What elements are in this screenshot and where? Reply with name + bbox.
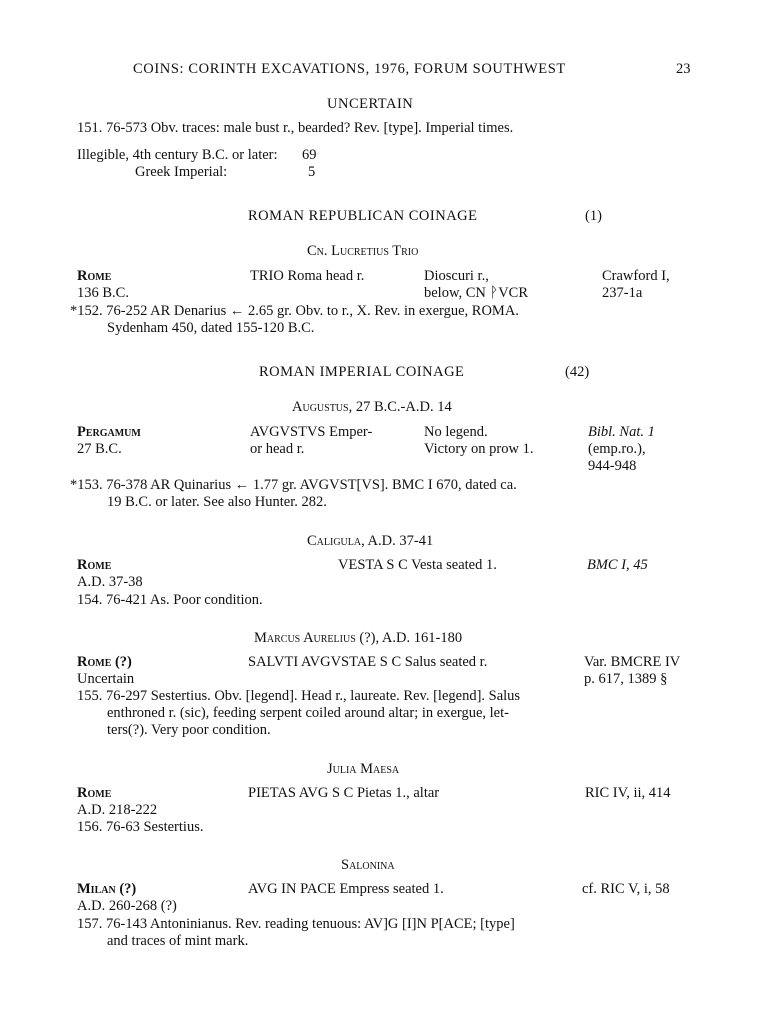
ruler-heading-salonina: Salonina [341,857,395,873]
page-number: 23 [676,61,691,77]
reference-line-1: Bibl. Nat. 1 [588,424,655,440]
entry-153-line-2: 19 B.C. or later. See also Hunter. 282. [107,494,327,510]
reverse-line-1: No legend. [424,424,488,440]
date: 27 B.C. [77,441,122,457]
reverse-line-1: Dioscuri r., [424,268,489,284]
reverse-line-2: Victory on prow 1. [424,441,534,457]
entry-154: 154. 76-421 As. Poor condition. [77,592,263,608]
reference: cf. RIC V, i, 58 [582,881,670,897]
mint-pergamum: Pergamum [77,424,141,440]
entry-155-line-3: ters(?). Very poor condition. [107,722,271,738]
ruler-heading-caligula: Caligula, A.D. 37-41 [307,533,434,549]
greek-imperial-count: 5 [308,164,316,180]
ruler-heading-marcus-aurelius: Marcus Aurelius (?), A.D. 161-180 [254,630,463,646]
entry-155-line-2: enthroned r. (sic), feeding serpent coiled around altar; in exergue, let- [107,705,509,721]
reverse: PIETAS AVG S C Pietas 1., altar [248,785,440,801]
mint-rome: Rome [77,268,112,284]
republican-count: (1) [585,208,602,224]
ruler-heading-augustus: Augustus, 27 B.C.-A.D. 14 [292,399,452,415]
ruler-heading-lucretius: Cn. Lucretius Trio [307,243,419,259]
reference-line-1: Crawford I, [602,268,670,284]
reference-line-1: Var. BMCRE IV [584,654,681,670]
running-title: COINS: CORINTH EXCAVATIONS, 1976, FORUM SOUTHWEST [133,61,566,77]
ruler-heading-julia-maesa: Julia Maesa [327,761,400,777]
entry-153-line-1: *153. 76-378 AR Quinarius ← 1.77 gr. AVGVST[VS]. BMC I 670, dated ca. [70,477,517,493]
illegible-count: 69 [302,147,317,163]
reverse: AVG IN PACE Empress seated 1. [248,881,444,897]
reference-line-2: (emp.ro.), [588,441,646,457]
date: A.D. 260-268 (?) [77,898,177,914]
entry-152-line-1: *152. 76-252 AR Denarius ← 2.65 gr. Obv. to r., X. Rev. in exergue, ROMA. [70,303,519,319]
section-heading-uncertain: UNCERTAIN [327,96,414,112]
mint-rome: Rome (?) [77,654,132,670]
entry-152-line-2: Sydenham 450, dated 155-120 B.C. [107,320,315,336]
imperial-count: (42) [565,364,590,380]
illegible-label: Illegible, 4th century B.C. or later: [77,147,278,163]
reverse: SALVTI AVGVSTAE S C Salus seated r. [248,654,488,670]
obverse-line-2: or head r. [250,441,305,457]
entry-156: 156. 76-63 Sestertius. [77,819,204,835]
reference-line-3: 944-948 [588,458,637,474]
entry-157-line-2: and traces of mint mark. [107,933,249,949]
section-heading-republican: ROMAN REPUBLICAN COINAGE [248,208,478,224]
obverse-line-1: AVGVSTVS Emper- [250,424,373,440]
reference: RIC IV, ii, 414 [585,785,671,801]
reference: BMC I, 45 [587,557,648,573]
section-heading-imperial: ROMAN IMPERIAL COINAGE [259,364,465,380]
mint-milan: Milan (?) [77,881,137,897]
date: A.D. 37-38 [77,574,143,590]
reference-line-2: 237-1a [602,285,643,301]
obverse: TRIO Roma head r. [250,268,365,284]
date: Uncertain [77,671,135,687]
reverse-line-2: below, CN ᚹVCR [424,285,529,301]
entry-155-line-1: 155. 76-297 Sestertius. Obv. [legend]. Head r., laureate. Rev. [legend]. Salus [77,688,521,704]
date: A.D. 218-222 [77,802,158,818]
date: 136 B.C. [77,285,129,301]
mint-rome: Rome [77,785,112,801]
reference-line-2: p. 617, 1389 § [584,671,668,687]
mint-rome: Rome [77,557,112,573]
reverse: VESTA S C Vesta seated 1. [338,557,497,573]
greek-imperial-label: Greek Imperial: [135,164,228,180]
entry-157-line-1: 157. 76-143 Antoninianus. Rev. reading tenuous: AV]G [I]N P[ACE; [type] [77,916,515,932]
entry-151: 151. 76-573 Obv. traces: male bust r., bearded? Rev. [type]. Imperial times. [77,120,514,136]
